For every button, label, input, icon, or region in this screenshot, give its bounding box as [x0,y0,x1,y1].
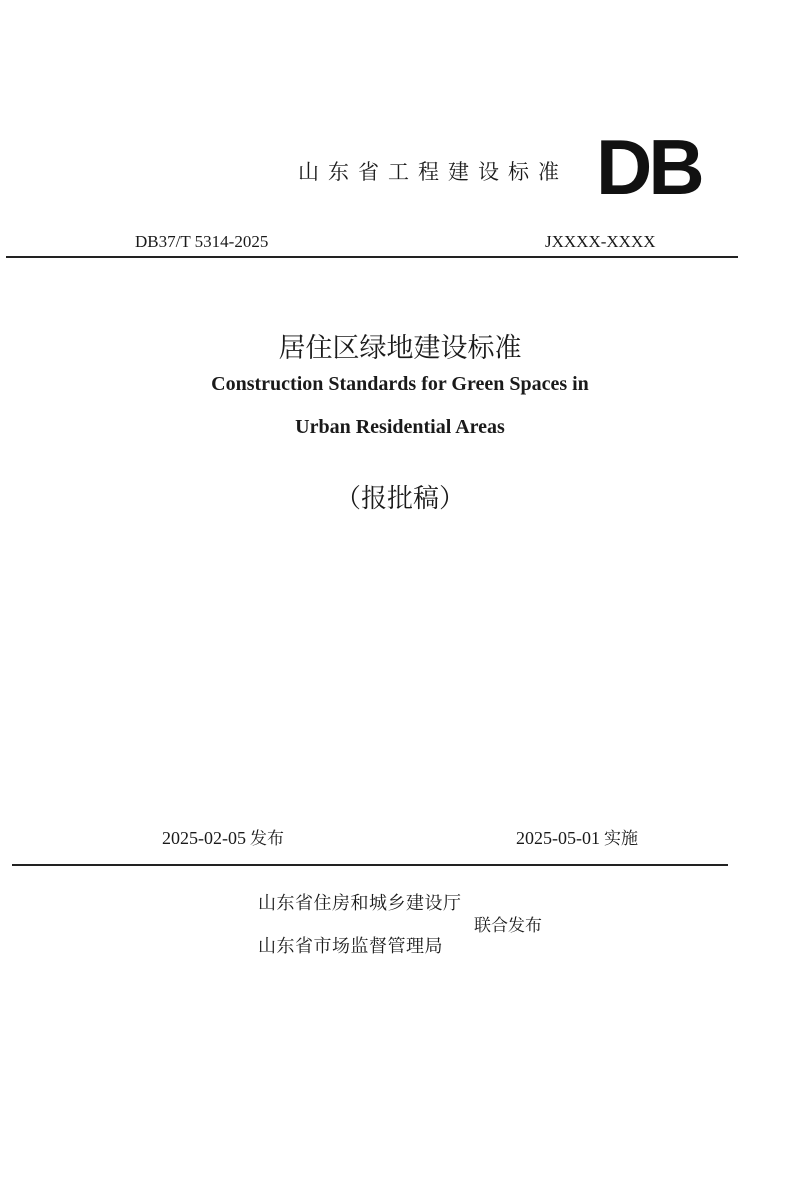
db-logo [596,123,728,211]
draft-status: （报批稿） [334,484,465,514]
title-chinese: 居住区绿地建设标准 [278,333,522,364]
joint-issue-label: 联合发布 [474,916,542,936]
title-english-line-2: Urban Residential Areas [295,416,505,438]
top-divider [6,256,738,258]
title-english-line-1: Construction Standards for Green Spaces in [211,373,589,395]
implement-date-block [516,824,638,849]
issue-label: 发布 [250,829,284,849]
implement-label: 实施 [604,829,638,849]
issue-date: 2025-02-05 [162,828,246,848]
db-logo-text: DB [596,123,701,211]
standard-category-title: 山东省工程建设标准 [298,160,568,184]
issue-date-block [162,824,284,849]
bottom-divider [12,864,728,866]
record-number: JXXXX-XXXX [545,232,656,251]
implement-date: 2025-05-01 [516,828,600,848]
issuer-authority-1: 山东省住房和城乡建设厅 [258,893,462,914]
standard-number: DB37/T 5314-2025 [135,232,269,251]
issuer-authority-2: 山东省市场监督管理局 [258,936,443,957]
